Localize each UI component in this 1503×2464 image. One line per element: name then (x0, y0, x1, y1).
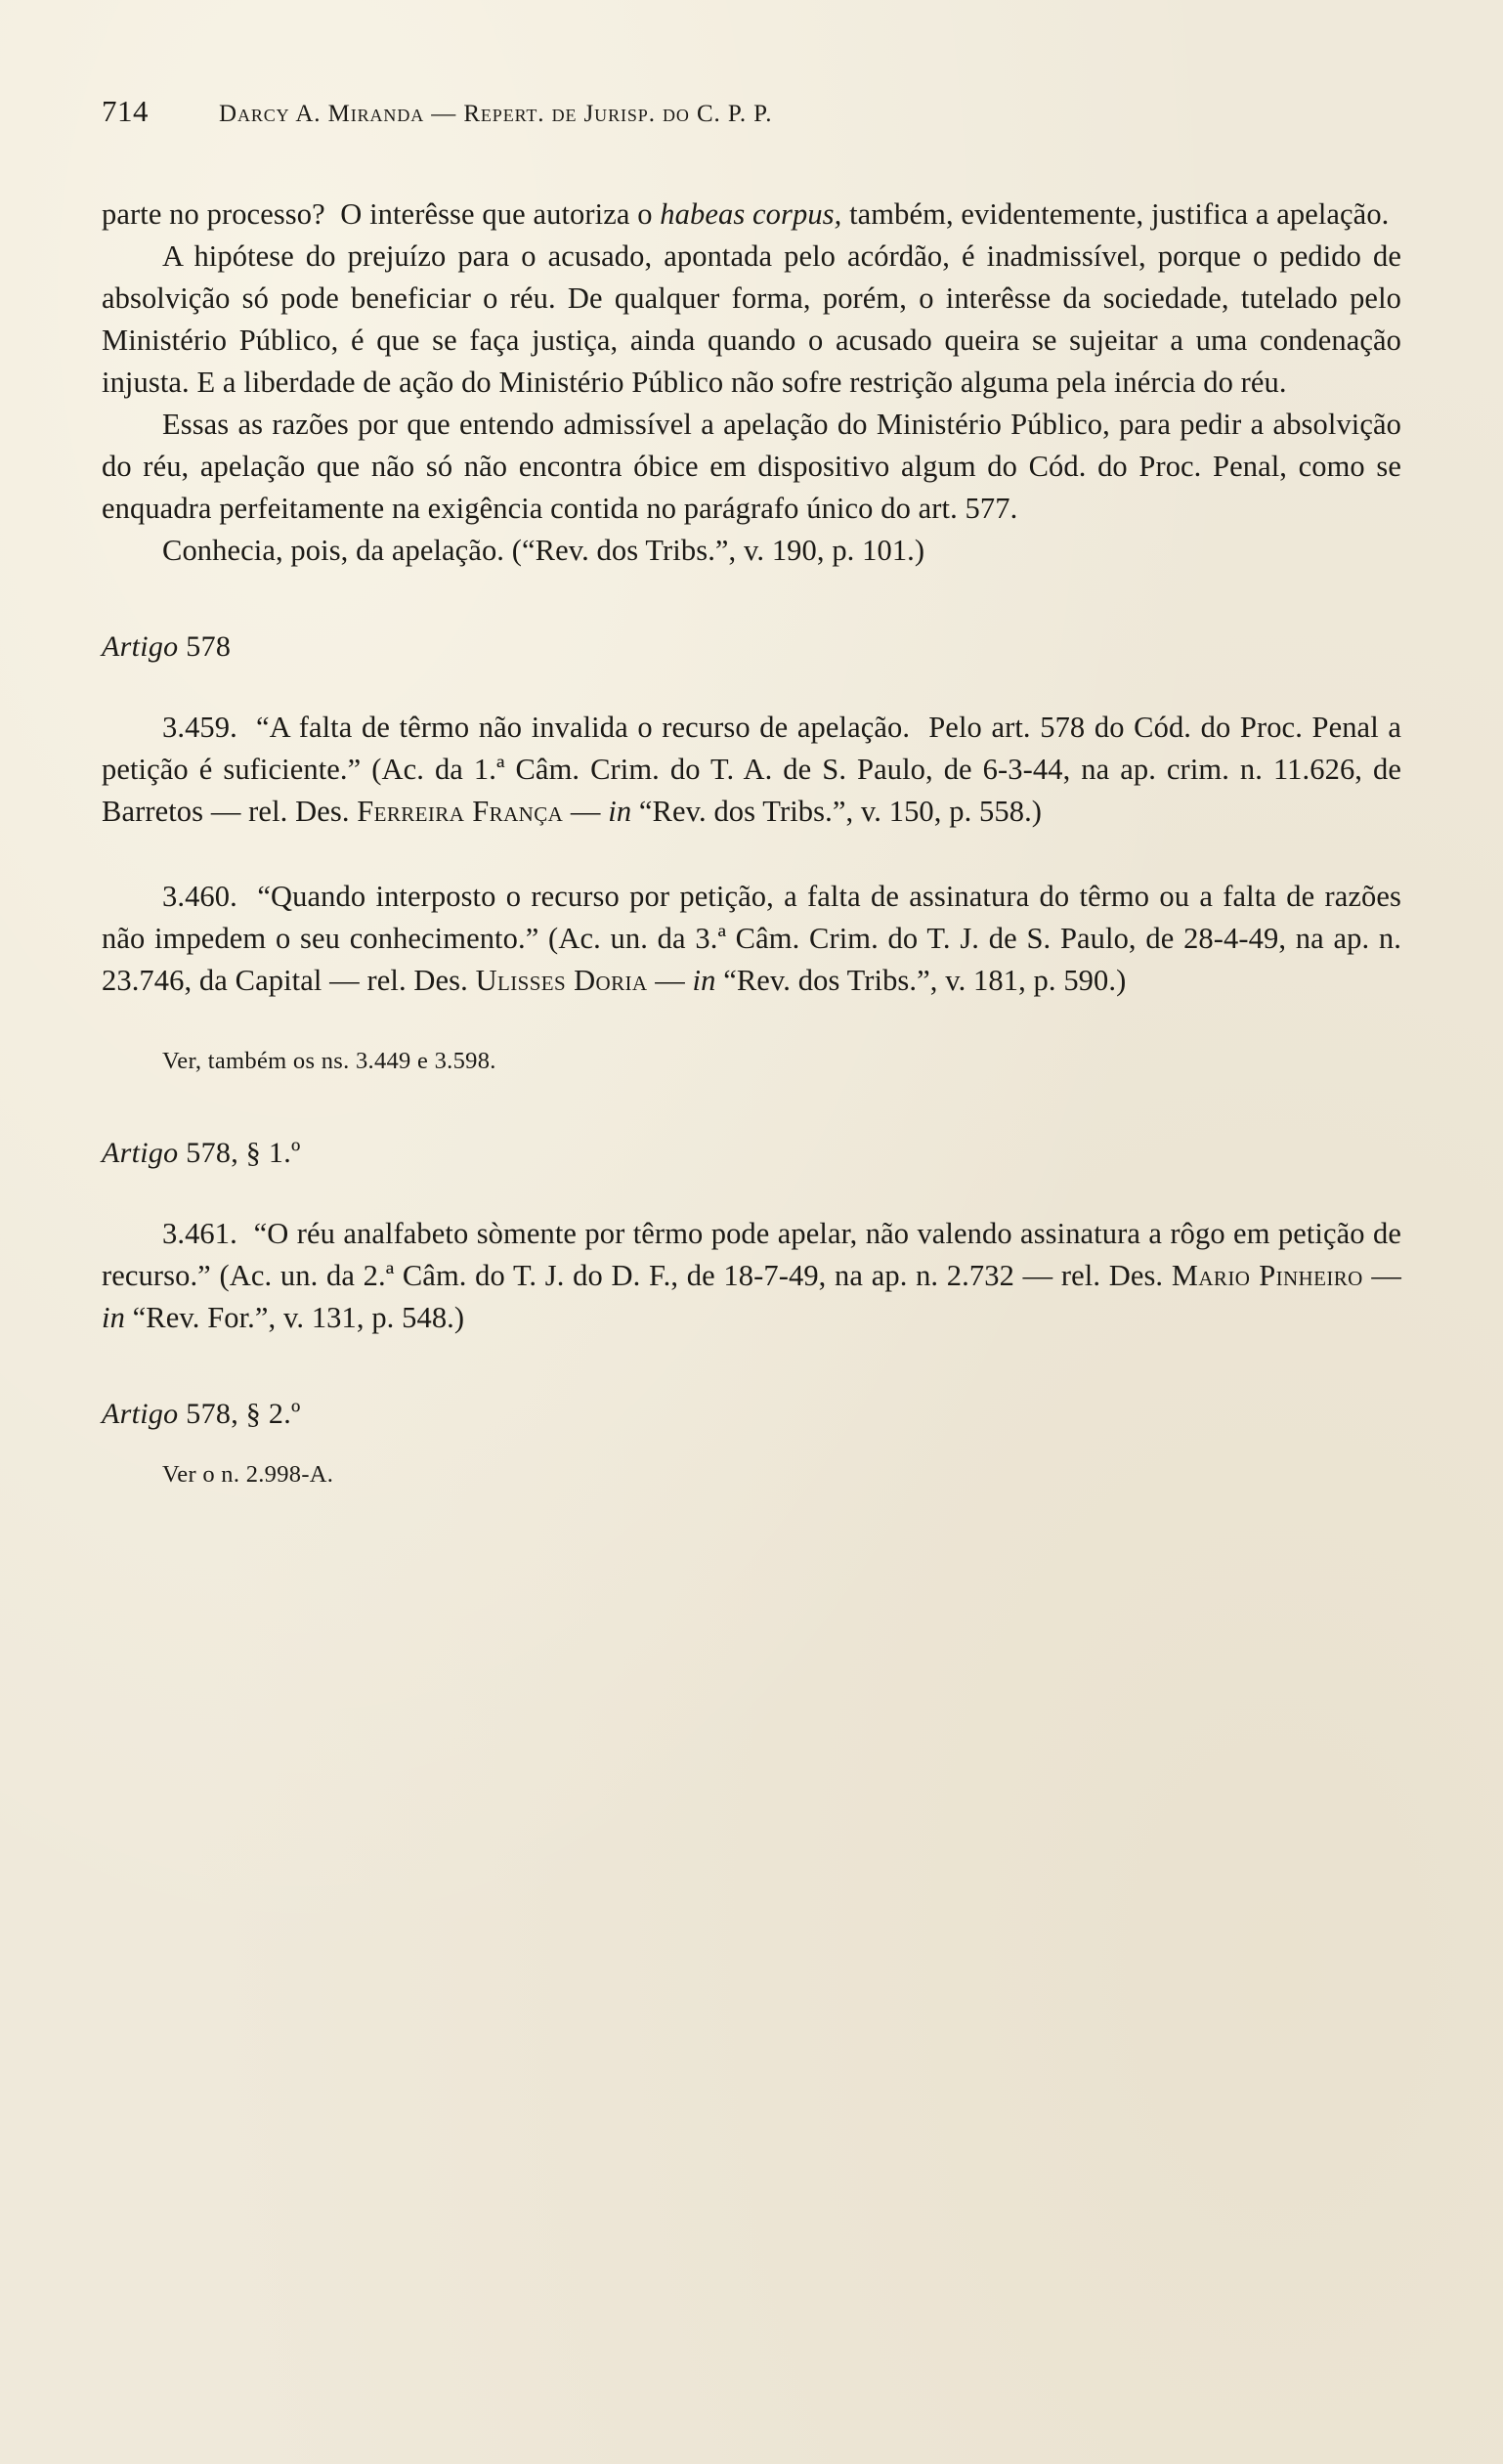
article-heading-578-p2 (102, 1398, 1401, 1431)
article-heading-578-p1 (102, 1137, 1401, 1170)
entry-3460: 3.460. “Quando interposto o recurso por petição, a falta de assinatura do têrmo ou a falta de razões não impedem o seu conhecimento.” (Ac. un. da 3.ª Câm. Crim. do T. J. de S. Paulo, de 28-4-49, na ap. n. 23.746, da Capital — rel. Des. Ulisses Doria — in “Rev. dos Tribs.”, v. 181, p. 590.) (102, 880, 1401, 997)
entry-3461: 3.461. “O réu analfabeto sòmente por têrmo pode apelar, não valendo assinatura a rôgo em petição de recurso.” (Ac. un. da 2.ª Câm. do T. J. do D. F., de 18-7-49, na ap. n. 2.732 — rel. Des. Mario Pinheiro — in “Rev. For.”, v. 131, p. 548.) (102, 1217, 1401, 1334)
entry-number: 3.459. (162, 711, 237, 744)
entry-number: 3.460. (162, 880, 237, 913)
paragraph-3: Essas as razões por que entendo admissível a apelação do Ministério Público, para pedir a absolvição do réu, apelação que não só não encontra óbice em dispositivo algum do Cód. do Proc. Penal, como se enquadra perfeitamente na exigência contida no parágrafo único do art. 577. (102, 408, 1401, 525)
entry-number: 3.461. (162, 1217, 237, 1250)
page-content (102, 94, 1401, 1491)
cross-reference-note-2: Ver o n. 2.998-A. (162, 1461, 334, 1488)
judge-name: Mario Pinheiro (1171, 1259, 1363, 1292)
judge-name: Ferreira França (357, 795, 564, 828)
judge-name: Ulisses Doria (475, 964, 648, 997)
article-heading-578 (102, 630, 1401, 664)
paragraph-2: A hipótese do prejuízo para o acusado, apontada pelo acórdão, é inadmissível, porque o pedido de absolvição só pode beneficiar o réu. De qualquer forma, porém, o interêsse da sociedade, tutelado pelo Ministério Público, é que se faça justiça, ainda quando o acusado queira se sujeitar a uma condenação injusta. E a liberdade de ação do Ministério Público não sofre restrição alguma pela inércia do réu. (102, 239, 1401, 399)
article-heading-label: Artigo (102, 630, 179, 663)
running-head-title: Darcy A. Miranda — Repert. de Jurisp. do C. P. P. (219, 101, 773, 127)
paragraph-4: Conhecia, pois, da apelação. (“Rev. dos Tribs.”, v. 190, p. 101.) (162, 534, 925, 567)
in-marker: in (692, 964, 716, 997)
article-heading-number: 578, § 1.º (186, 1137, 301, 1169)
article-heading-number: 578 (186, 630, 232, 663)
article-heading-label: Artigo (102, 1398, 179, 1430)
paragraph-1: parte no processo? O interêsse que autoriza o habeas corpus, também, evidentemente, justifica a apelação. (102, 197, 1390, 231)
article-heading-number: 578, § 2.º (186, 1398, 301, 1430)
in-marker: in (608, 795, 632, 828)
in-marker: in (102, 1301, 125, 1334)
running-head (102, 94, 1401, 129)
page-number: 714 (102, 94, 149, 128)
article-heading-label: Artigo (102, 1137, 179, 1169)
latin-term: habeas corpus, (660, 197, 842, 231)
entry-3459: 3.459. “A falta de têrmo não invalida o recurso de apelação. Pelo art. 578 do Cód. do Proc. Penal a petição é suficiente.” (Ac. da 1.ª Câm. Crim. do T. A. de S. Paulo, de 6-3-44, na ap. crim. n. 11.626, de Barretos — rel. Des. Ferreira França — in “Rev. dos Tribs.”, v. 150, p. 558.) (102, 711, 1401, 828)
cross-reference-note-1: Ver, também os ns. 3.449 e 3.598. (162, 1048, 496, 1074)
